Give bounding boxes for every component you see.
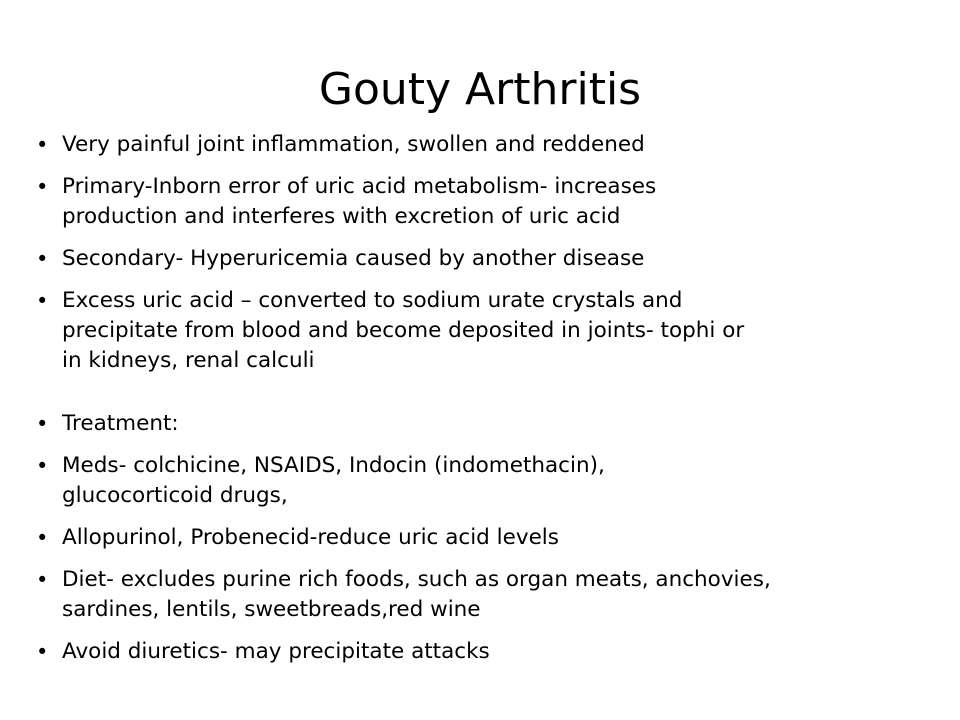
bullet-item xyxy=(36,286,936,376)
bullet-text: production and interferes with excretion of uric acid xyxy=(62,204,621,229)
bullet-item xyxy=(36,172,936,232)
bullet-dot-icon: • xyxy=(36,247,49,271)
bullet-item xyxy=(36,451,936,511)
bullet-text: Diet- excludes purine rich foods, such as organ meats, anchovies, xyxy=(62,567,771,592)
bullet-dot-icon: • xyxy=(36,568,49,592)
bullet-text: Secondary- Hyperuricemia caused by another disease xyxy=(62,246,645,271)
bullet-text: Very painful joint inflammation, swollen and reddened xyxy=(62,132,645,157)
bullet-dot-icon: • xyxy=(36,175,49,199)
bullet-item xyxy=(36,409,936,439)
bullet-item xyxy=(36,244,936,274)
bullet-text: in kidneys, renal calculi xyxy=(62,348,315,373)
bullet-text: Meds- colchicine, NSAIDS, Indocin (indomethacin), xyxy=(62,453,605,478)
bullet-item xyxy=(36,565,936,625)
bullet-text: Allopurinol, Probenecid-reduce uric acid levels xyxy=(62,525,559,550)
bullet-text: Avoid diuretics- may precipitate attacks xyxy=(62,639,490,664)
bullet-dot-icon: • xyxy=(36,412,49,436)
bullet-item xyxy=(36,523,936,553)
bullet-text: glucocorticoid drugs, xyxy=(62,483,288,508)
bullet-item xyxy=(36,130,936,160)
slide-title: Gouty Arthritis xyxy=(318,64,642,115)
bullet-dot-icon: • xyxy=(36,640,49,664)
bullet-text: Primary-Inborn error of uric acid metabolism- increases xyxy=(62,174,657,199)
bullet-text: precipitate from blood and become deposited in joints- tophi or xyxy=(62,318,745,343)
bullet-text: Excess uric acid – converted to sodium urate crystals and xyxy=(62,288,683,313)
bullet-text: sardines, lentils, sweetbreads,red wine xyxy=(62,597,481,622)
bullet-dot-icon: • xyxy=(36,133,49,157)
bullet-dot-icon: • xyxy=(36,526,49,550)
bullet-text: Treatment: xyxy=(62,411,179,436)
bullet-dot-icon: • xyxy=(36,289,49,313)
bullet-item xyxy=(36,637,936,667)
bullet-list xyxy=(36,130,936,679)
bullet-dot-icon: • xyxy=(36,454,49,478)
